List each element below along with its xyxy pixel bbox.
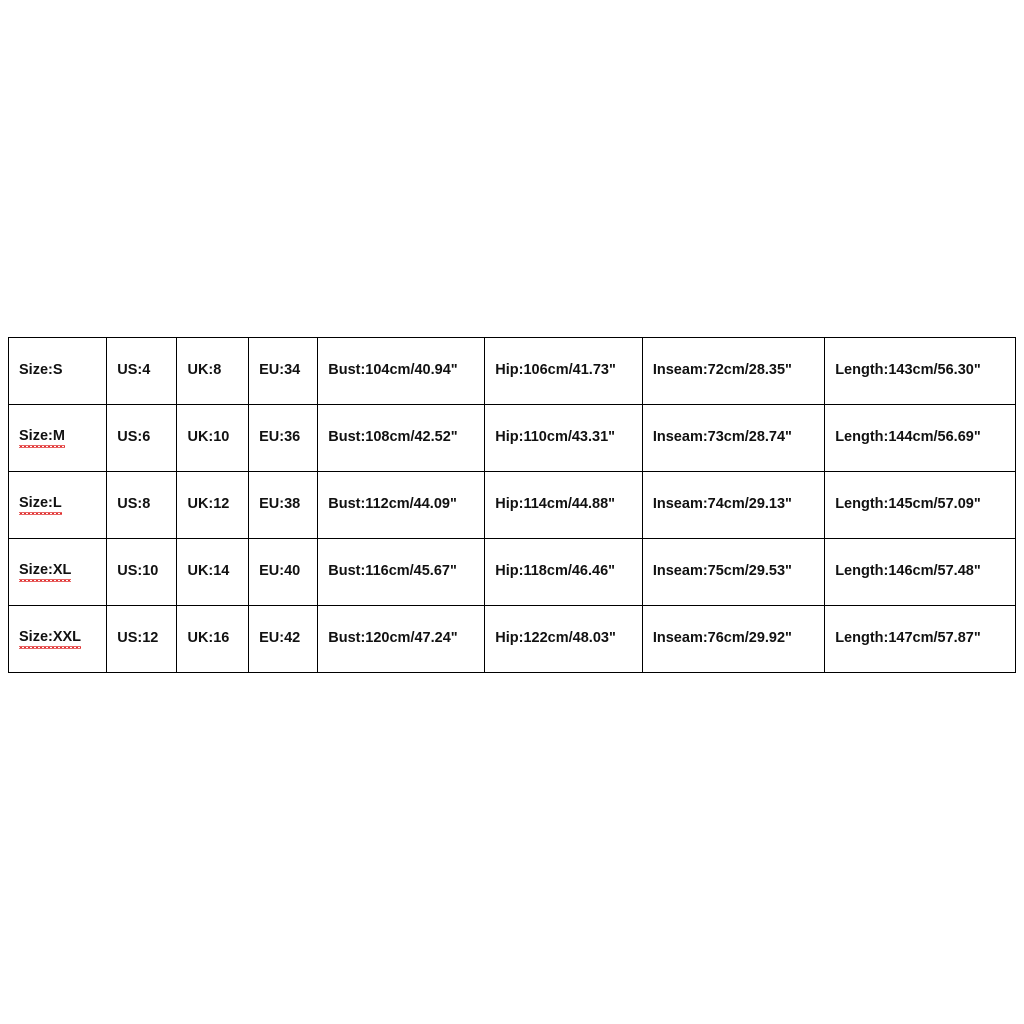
cell-inseam: Inseam:74cm/29.13" — [642, 472, 824, 539]
cell-us: US:12 — [107, 606, 177, 673]
size-label: Size:XXL — [19, 630, 81, 648]
cell-length: Length:145cm/57.09" — [825, 472, 1016, 539]
cell-uk: UK:14 — [177, 539, 249, 606]
cell-eu: EU:34 — [249, 338, 318, 405]
cell-eu: EU:36 — [249, 405, 318, 472]
table-row — [9, 472, 1016, 539]
cell-uk: UK:12 — [177, 472, 249, 539]
cell-us: US:4 — [107, 338, 177, 405]
cell-length: Length:144cm/56.69" — [825, 405, 1016, 472]
cell-bust: Bust:112cm/44.09" — [318, 472, 485, 539]
cell-us: US:8 — [107, 472, 177, 539]
cell-size — [9, 606, 107, 673]
cell-bust: Bust:108cm/42.52" — [318, 405, 485, 472]
size-label: Size:L — [19, 496, 62, 514]
cell-size — [9, 338, 107, 405]
size-chart-container — [8, 337, 1016, 673]
cell-inseam: Inseam:73cm/28.74" — [642, 405, 824, 472]
cell-hip: Hip:110cm/43.31" — [485, 405, 643, 472]
cell-bust: Bust:104cm/40.94" — [318, 338, 485, 405]
cell-eu: EU:40 — [249, 539, 318, 606]
cell-hip: Hip:122cm/48.03" — [485, 606, 643, 673]
cell-hip: Hip:106cm/41.73" — [485, 338, 643, 405]
cell-bust: Bust:116cm/45.67" — [318, 539, 485, 606]
table-row — [9, 405, 1016, 472]
table-row — [9, 539, 1016, 606]
cell-length: Length:146cm/57.48" — [825, 539, 1016, 606]
table-row — [9, 338, 1016, 405]
size-label: Size:S — [19, 362, 63, 379]
size-chart-body — [9, 338, 1016, 673]
size-chart-table — [8, 337, 1016, 673]
cell-uk: UK:8 — [177, 338, 249, 405]
cell-uk: UK:10 — [177, 405, 249, 472]
size-label: Size:M — [19, 429, 65, 447]
cell-inseam: Inseam:72cm/28.35" — [642, 338, 824, 405]
cell-us: US:6 — [107, 405, 177, 472]
cell-size — [9, 472, 107, 539]
cell-eu: EU:38 — [249, 472, 318, 539]
cell-inseam: Inseam:75cm/29.53" — [642, 539, 824, 606]
cell-uk: UK:16 — [177, 606, 249, 673]
cell-size — [9, 405, 107, 472]
cell-eu: EU:42 — [249, 606, 318, 673]
cell-length: Length:147cm/57.87" — [825, 606, 1016, 673]
cell-size — [9, 539, 107, 606]
cell-hip: Hip:118cm/46.46" — [485, 539, 643, 606]
cell-us: US:10 — [107, 539, 177, 606]
cell-length: Length:143cm/56.30" — [825, 338, 1016, 405]
cell-inseam: Inseam:76cm/29.92" — [642, 606, 824, 673]
table-row — [9, 606, 1016, 673]
size-label: Size:XL — [19, 563, 71, 581]
cell-hip: Hip:114cm/44.88" — [485, 472, 643, 539]
cell-bust: Bust:120cm/47.24" — [318, 606, 485, 673]
